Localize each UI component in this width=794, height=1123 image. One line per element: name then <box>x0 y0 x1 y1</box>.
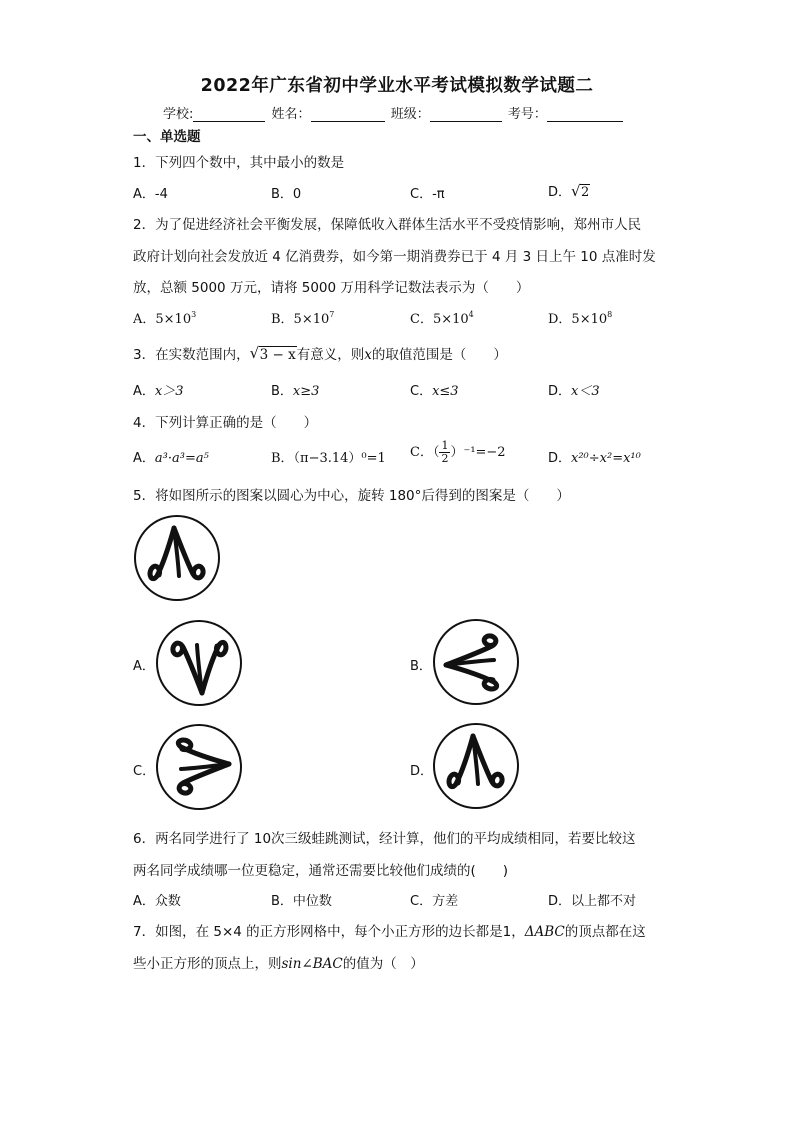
q4-option-a: A．a³·a³=a⁵ <box>133 451 209 466</box>
exam-no-label: 考号： <box>507 107 547 122</box>
q4-option-c: C．（ $\frac{1}{2}$ ）⁻¹=−2 <box>410 439 506 465</box>
q3-option-a: A．x＞3 <box>133 384 184 399</box>
q5-option-a-figure[interactable] <box>154 618 244 708</box>
school-label: 学校: <box>163 107 194 122</box>
q7-stem-line1: 7．如图，在 5×4 的正方形网格中，每个小正方形的边长都是1，ΔABC的顶点都在这 <box>133 924 646 940</box>
q6-stem-line2: 两名同学成绩哪一位更稳定，通常还需要比较他们成绩的( ) <box>133 863 509 879</box>
q2-option-a: A．$5\times 10^3$ <box>133 310 197 327</box>
q6-option-c: C．方差 <box>410 894 459 909</box>
q1-stem: 1．下列四个数中，其中最小的数是 <box>133 155 345 171</box>
name-field[interactable] <box>311 109 385 122</box>
q7-stem-line2: 些小正方形的顶点上，则sin∠BAC的值为（ ） <box>133 956 424 972</box>
q3-stem: 3．在实数范围内， √ 3 − x有意义，则x的取值范围是（ ） <box>133 344 507 363</box>
q2-option-d: D．$5\times 10^8$ <box>548 310 613 327</box>
q1-option-b: B．0 <box>271 187 302 202</box>
q5-option-b-label: B． <box>410 659 432 674</box>
q1-option-a: A．-4 <box>133 187 168 202</box>
class-label: 班级： <box>390 107 430 122</box>
q2-option-c: C．$5\times 10^4$ <box>410 310 474 327</box>
q2-stem-line3: 放，总额 5000 万元，请将 5000 万用科学记数法表示为（ ） <box>133 280 530 296</box>
q3-radicand: 3 − x <box>259 347 296 363</box>
q4-option-b: B．（π−3.14）⁰=1 <box>271 451 386 466</box>
q6-option-b: B．中位数 <box>271 894 332 909</box>
class-field[interactable] <box>430 109 502 122</box>
q5-option-d-figure[interactable] <box>431 721 521 811</box>
section-heading: 一、单选题 <box>133 129 201 145</box>
school-field[interactable] <box>193 109 265 122</box>
student-info-line <box>163 103 625 122</box>
q3-option-d: D．x＜3 <box>548 384 600 399</box>
q6-option-d: D．以上都不对 <box>548 894 637 909</box>
page-title: 2022年广东省初中学业水平考试模拟数学试题二 <box>200 76 594 96</box>
q6-option-a: A．众数 <box>133 894 181 909</box>
q1-option-c: C．-π <box>410 187 445 202</box>
q2-stem-line2: 政府计划向社会发放近 4 亿消费券，如今第一期消费券已于 4 月 3 日上午 10 点准时发 <box>133 249 656 265</box>
q5-option-b-figure[interactable] <box>431 617 521 707</box>
q5-option-a-label: A． <box>133 659 155 674</box>
exam-no-field[interactable] <box>547 109 623 122</box>
q1-option-d: D． √ 2 <box>548 182 590 200</box>
q4-stem: 4．下列计算正确的是（ ） <box>133 415 318 431</box>
q3-option-c: C．x≤3 <box>410 384 459 399</box>
q5-original-figure <box>132 513 222 603</box>
q2-option-b: B．$5\times 10^7$ <box>271 310 335 327</box>
q5-option-c-label: C． <box>133 764 156 779</box>
q5-stem: 5．将如图所示的图案以圆心为中心，旋转 180°后得到的图案是（ ） <box>133 488 570 504</box>
q2-stem-line1: 2．为了促进经济社会平衡发展，保障低收入群体生活水平不受疫情影响，郑州市人民 <box>133 217 642 233</box>
name-label: 姓名： <box>271 107 311 122</box>
q5-option-c-figure[interactable] <box>154 722 244 812</box>
q5-option-d-label: D． <box>410 764 434 779</box>
q6-stem-line1: 6．两名同学进行了 10次三级蛙跳测试，经计算，他们的平均成绩相同，若要比较这 <box>133 831 636 847</box>
q4-option-d: D．x²⁰÷x²=x¹⁰ <box>548 451 641 466</box>
q3-option-b: B．x≥3 <box>271 384 320 399</box>
